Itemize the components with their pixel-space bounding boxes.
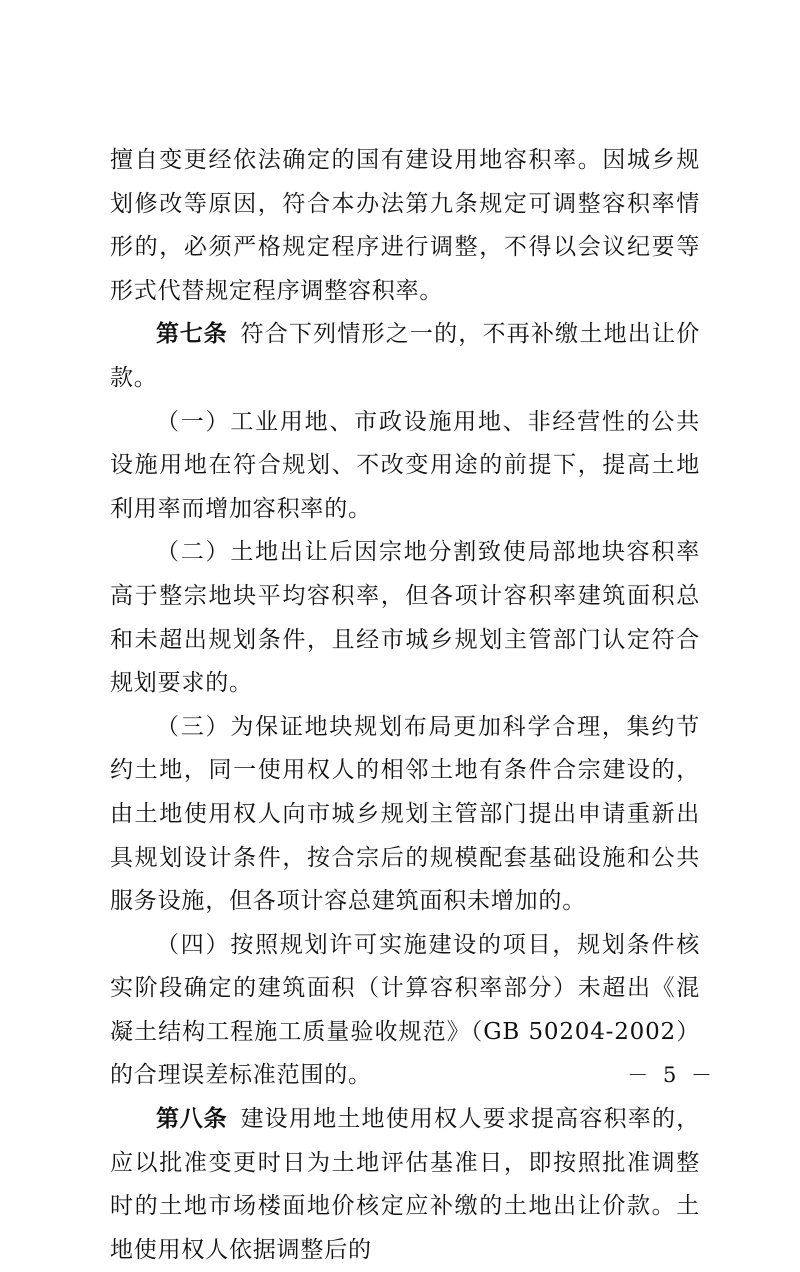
page-number: － 5 － xyxy=(627,1063,716,1087)
paragraph-text: （三）为保证地块规划布局更加科学合理，集约节约土地，同一使用权人的相邻土地有条件合宗建设的，由土地使用权人向市城乡规划主管部门提出申请重新出具规划设计条件，按合宗后的规模配套基础设施和公共服务设施，但各项计容总建筑面积未增加的。 xyxy=(110,713,700,915)
paragraph-text: 建设用地土地使用权人要求提高容积率的，应以批准变更时日为土地评估基准日，即按照批准调整时的土地市场楼面地价核定应补缴的土地出让价款。土地使用权人依据调整后的 xyxy=(110,1106,700,1263)
article-8-paragraph xyxy=(110,1098,700,1272)
paragraph-text: （二）土地出让后因宗地分割致使局部地块容积率高于整宗地块平均容积率，但各项计容积率建筑面积总和未超出规划条件，且经市城乡规划主管部门认定符合规划要求的。 xyxy=(110,539,700,697)
paragraph-text: 符合下列情形之一的，不再补缴土地出让价款。 xyxy=(110,321,700,391)
article-7-label: 第七条 xyxy=(156,321,228,348)
article-8-label: 第八条 xyxy=(156,1106,228,1133)
article-7-paragraph xyxy=(110,313,700,400)
paragraph-continuation xyxy=(110,139,700,313)
paragraph-text: （四）按照规划许可实施建设的项目，规划条件核实阶段确定的建筑面积（计算容积率部分）未超出《混凝土结构工程施工质量验收规范》（GB 50204-2002）的合理误差标准范围的。 xyxy=(110,931,700,1089)
clause-1-paragraph xyxy=(110,401,700,532)
clause-4-paragraph xyxy=(110,924,700,1098)
clause-2-paragraph xyxy=(110,531,700,705)
document-body xyxy=(110,139,700,1272)
clause-3-paragraph xyxy=(110,706,700,924)
paragraph-text: （一）工业用地、市政设施用地、非经营性的公共设施用地在符合规划、不改变用途的前提下，提高土地利用率而增加容积率的。 xyxy=(110,408,700,522)
paragraph-text: 擅自变更经依法确定的国有建设用地容积率。因城乡规划修改等原因，符合本办法第九条规定可调整容积率情形的，必须严格规定程序进行调整，不得以会议纪要等形式代替规定程序调整容积率。 xyxy=(110,147,700,304)
